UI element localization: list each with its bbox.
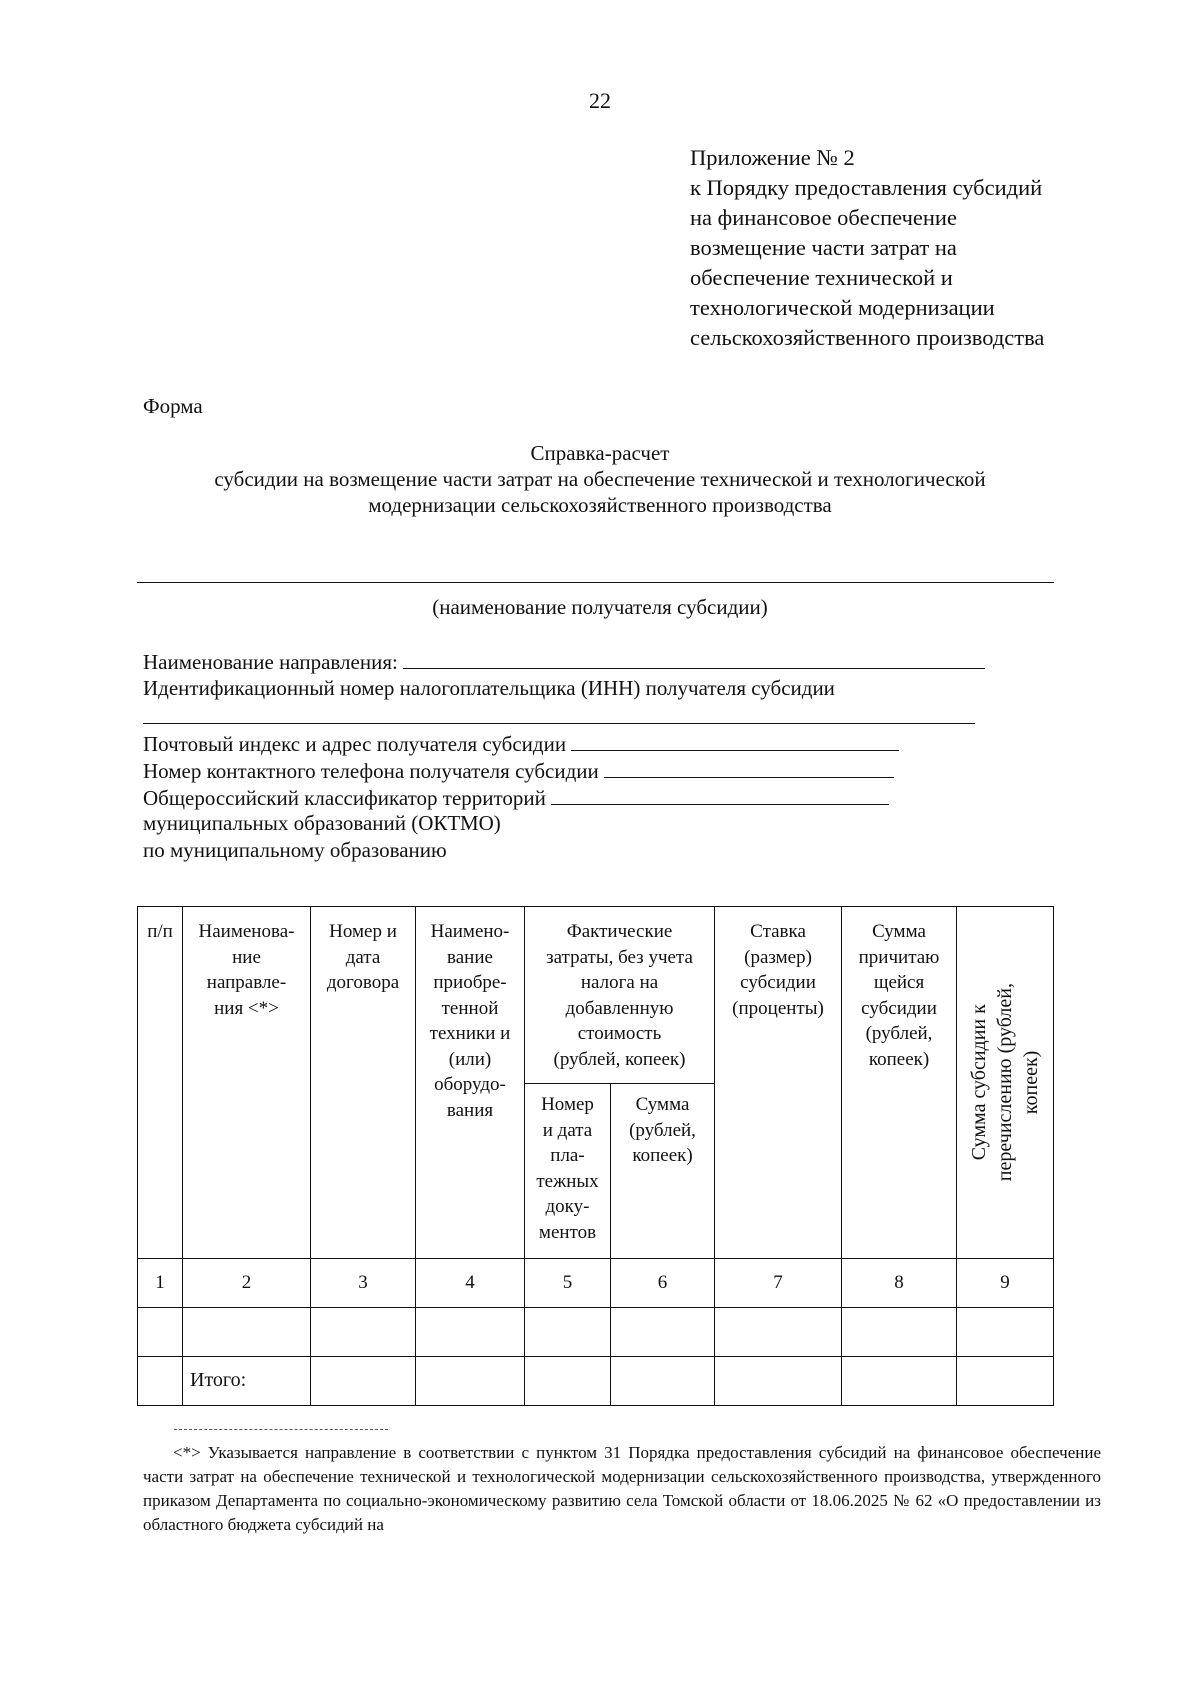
header-line: субсидии <box>740 972 816 993</box>
header-line: Ставка <box>750 921 806 942</box>
column-number: 6 <box>611 1259 715 1308</box>
document-title <box>0 440 1200 518</box>
header-line: оборудо- <box>434 1074 506 1095</box>
header-line: (проценты) <box>732 997 824 1019</box>
oktmo-label: Общероссийский классификатор территорий <box>143 786 546 810</box>
header-line: вания <box>446 1099 494 1121</box>
table-cell[interactable] <box>311 1357 416 1406</box>
table-cell[interactable] <box>842 1308 957 1357</box>
direction-blank[interactable] <box>403 648 985 669</box>
oktmo-blank[interactable] <box>551 784 889 805</box>
recipient-caption: (наименование получателя субсидии) <box>432 595 768 619</box>
header-line: приобре- <box>433 972 507 993</box>
inn-blank[interactable] <box>143 723 975 724</box>
phone-field <box>143 757 894 784</box>
header-line: Сумма субсидии к <box>968 1004 991 1161</box>
header-line: доку- <box>545 1196 590 1217</box>
table-cell[interactable] <box>611 1308 715 1357</box>
vertical-header-text <box>966 983 1044 1181</box>
direction-label: Наименование направления: <box>143 650 398 674</box>
oktmo-label-line2: муниципальных образований (ОКТМО) <box>143 811 501 835</box>
header-line: причитаю <box>858 946 940 968</box>
header-cell-rate <box>715 907 842 1259</box>
appendix-line: к Порядку предоставления субсидий <box>690 175 1043 200</box>
header-line: пла- <box>550 1145 585 1166</box>
table-total-row <box>138 1357 1054 1406</box>
header-cell-actual-costs <box>525 907 715 1084</box>
header-cell-number: п/п <box>138 907 183 1259</box>
table-cell[interactable] <box>416 1357 525 1406</box>
header-line: техники и <box>429 1023 511 1044</box>
header-line: дата <box>345 946 381 968</box>
appendix-note <box>690 143 1044 353</box>
column-number: 1 <box>138 1259 183 1308</box>
header-line: тежных <box>536 1170 599 1192</box>
header-cell-equipment <box>416 907 525 1259</box>
table-cell[interactable] <box>311 1308 416 1357</box>
header-line: договора <box>326 972 400 993</box>
header-line: затраты, без учета <box>546 946 693 968</box>
column-number: 5 <box>525 1259 611 1308</box>
header-line: Сумма <box>635 1094 690 1115</box>
appendix-line: Приложение № 2 <box>690 145 855 170</box>
table-cell[interactable] <box>715 1357 842 1406</box>
oktmo-label-line3: по муниципальному образованию <box>143 838 447 862</box>
table-cell[interactable] <box>525 1308 611 1357</box>
header-line: субсидии <box>861 997 937 1019</box>
table-cell[interactable] <box>957 1357 1054 1406</box>
header-line: Сумма <box>872 921 926 942</box>
header-line: копеек) <box>868 1048 930 1070</box>
column-number: 9 <box>957 1259 1054 1308</box>
header-cell-due-amount <box>842 907 957 1259</box>
header-cell-contract <box>311 907 416 1259</box>
table-cell[interactable] <box>525 1357 611 1406</box>
direction-field <box>143 648 985 675</box>
address-blank[interactable] <box>571 730 899 751</box>
header-line: копеек) <box>632 1145 693 1166</box>
header-line: ментов <box>538 1221 597 1243</box>
table-header-row <box>138 907 1054 1084</box>
header-line: (размер) <box>744 946 812 968</box>
address-field <box>143 730 899 757</box>
header-line: стоимость <box>577 1023 662 1044</box>
header-cell-sum <box>611 1084 715 1259</box>
table-number-row <box>138 1259 1054 1308</box>
title-line: Справка-расчет <box>530 441 670 465</box>
inn-label: Идентификационный номер налогоплательщика (ИНН) получателя субсидии <box>143 676 835 700</box>
calculation-table <box>137 906 1054 1406</box>
header-line: добавленную <box>565 997 674 1019</box>
header-cell-transfer-amount <box>957 907 1054 1259</box>
appendix-line: на финансовое обеспечение <box>690 205 957 230</box>
header-line: щейся <box>873 972 925 993</box>
phone-blank[interactable] <box>604 757 894 778</box>
header-line: (рублей, <box>865 1023 933 1044</box>
header-line: ния <*> <box>214 997 279 1019</box>
table-cell[interactable] <box>957 1308 1054 1357</box>
address-label: Почтовый индекс и адрес получателя субсидии <box>143 732 567 756</box>
form-label: Форма <box>143 394 203 418</box>
appendix-line: сельскохозяйственного производства <box>690 325 1045 350</box>
header-cell-payment-docs <box>525 1084 611 1259</box>
vertical-header <box>957 983 1053 1181</box>
header-line: (рублей, <box>629 1119 696 1141</box>
header-line: направле- <box>206 972 287 993</box>
header-line: (или) <box>448 1048 492 1070</box>
column-number: 7 <box>715 1259 842 1308</box>
oktmo-field <box>143 784 889 811</box>
appendix-line: обеспечение технической и <box>690 265 953 290</box>
header-line: перечислению (рублей, <box>994 983 1017 1182</box>
header-line: Наимено- <box>430 921 510 942</box>
header-line: ние <box>232 946 261 968</box>
page-number: 22 <box>589 88 611 113</box>
appendix-line: возмещение части затрат на <box>690 235 957 260</box>
header-line: (рублей, копеек) <box>553 1048 686 1070</box>
footnote: <*> Указывается направление в соответствии с пунктом 31 Порядка предоставления субсидий на финансовое обеспечение части затрат на обеспечение технической и технологической модернизации сельскохозяйственного производства, утвержденного приказом Департамента по социально-экономическому развитию села Томской области от 18.06.2025 № 62 «О предоставлении из областного бюджета субсидий на <box>143 1443 1101 1534</box>
footnote-separator <box>174 1429 388 1430</box>
table-cell[interactable] <box>715 1308 842 1357</box>
table-row <box>138 1308 1054 1357</box>
phone-label: Номер контактного телефона получателя субсидии <box>143 759 599 783</box>
table-cell[interactable] <box>611 1357 715 1406</box>
table-cell[interactable] <box>138 1308 183 1357</box>
table-cell[interactable] <box>416 1308 525 1357</box>
header-line: и дата <box>542 1119 593 1141</box>
recipient-name-line[interactable] <box>137 582 1054 583</box>
header-cell-direction <box>183 907 311 1259</box>
title-line: субсидии на возмещение части затрат на обеспечение технической и технологической <box>214 467 986 491</box>
total-label: Итого: <box>183 1357 311 1406</box>
column-number: 3 <box>311 1259 416 1308</box>
header-line: налога на <box>580 972 659 993</box>
column-number: 4 <box>416 1259 525 1308</box>
table-cell[interactable] <box>138 1357 183 1406</box>
column-number: 8 <box>842 1259 957 1308</box>
header-line: вание <box>447 946 493 968</box>
title-line: модернизации сельскохозяйственного производства <box>368 493 832 517</box>
column-number: 2 <box>183 1259 311 1308</box>
header-line: тенной <box>441 997 499 1019</box>
header-line: Наименова- <box>198 921 295 942</box>
table-cell[interactable] <box>842 1357 957 1406</box>
header-line: копеек) <box>1020 1050 1043 1115</box>
appendix-line: технологической модернизации <box>690 295 995 320</box>
header-line: Номер и <box>329 921 397 942</box>
table-cell[interactable] <box>183 1308 311 1357</box>
header-line: Фактические <box>566 921 673 942</box>
header-line: Номер <box>541 1094 594 1115</box>
